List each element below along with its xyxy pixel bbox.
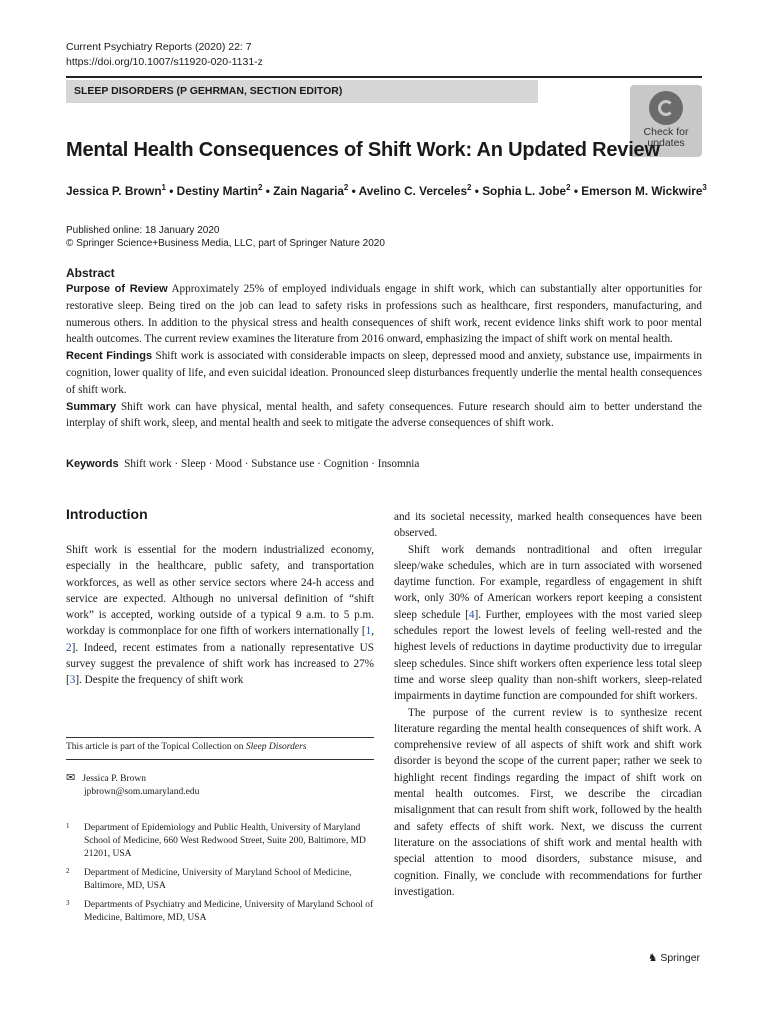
- update-icon: [649, 91, 683, 125]
- author-aff: 2: [467, 183, 472, 192]
- doi-link[interactable]: https://doi.org/10.1007/s11920-020-1131-z: [66, 56, 263, 68]
- corr-email[interactable]: jpbrown@som.umaryland.edu: [84, 787, 200, 797]
- summary-label: Summary: [66, 400, 117, 413]
- abstract: [66, 266, 702, 432]
- corresponding-author: [66, 772, 199, 799]
- publisher-name: Springer: [660, 952, 701, 964]
- author-sep: •: [471, 183, 483, 198]
- topical-collection-note: [66, 742, 307, 752]
- findings-label: Recent Findings: [66, 350, 153, 363]
- author-aff: 2: [343, 183, 349, 192]
- section-band: SLEEP DISORDERS (P GEHRMAN, SECTION EDITOR): [66, 80, 538, 103]
- introduction-heading: Introduction: [66, 506, 148, 522]
- author-sep: •: [570, 183, 582, 198]
- keywords: [66, 458, 419, 470]
- author-name[interactable]: Avelino C. Verceles: [358, 183, 468, 198]
- abstract-heading: Abstract: [66, 266, 115, 280]
- affiliation-text: Departments of Psychiatry and Medicine, University of Maryland School of Medicine, Baltimore, MD, USA: [84, 900, 374, 923]
- left-column: [66, 542, 374, 689]
- badge-label-2: updates: [647, 137, 685, 149]
- affiliation-number: 3: [66, 899, 70, 907]
- abstract-findings: [66, 348, 702, 398]
- abstract-purpose: [66, 281, 702, 348]
- findings-text: Shift work is associated with considerable impacts on sleep, depressed mood and anxiety, substance use, impairments in cognition, lower quality of life, and even suicidal ideation. Pronounced sleep disturbances frequently underlie the mental health consequences of shift work.: [66, 350, 703, 396]
- citation-link[interactable]: 2: [66, 641, 72, 654]
- text-run: ,: [371, 625, 374, 638]
- text-run: ]. Further, employees with the most varied sleep schedules report the lowest levels of feeling well-rested and the highest levels of reductions in daytime productivity due to irregular sleep schedules. Since shift workers often experience less total sleep time and worse sleep quality than non-shift workers, sleep-related impairments in daytime function are compounded for shift workers.: [394, 608, 702, 703]
- copyright: © Springer Science+Business Media, LLC, part of Springer Nature 2020: [66, 238, 385, 249]
- affiliation: [66, 867, 374, 893]
- text-run: ]. Despite the frequency of shift work: [75, 674, 244, 687]
- journal-citation: Current Psychiatry Reports (2020) 22: 7: [66, 41, 252, 53]
- affiliation-text: Department of Medicine, University of Maryland School of Medicine, Baltimore, MD, USA: [84, 868, 352, 891]
- springer-horse-icon: ♞: [648, 952, 658, 964]
- abstract-summary: [66, 399, 702, 433]
- corr-name: Jessica P. Brown: [82, 774, 146, 784]
- intro-paragraph-1-cont: and its societal necessity, marked health consequences have been observed.: [394, 511, 702, 540]
- author-name[interactable]: Destiny Martin: [176, 183, 258, 198]
- author-sep: •: [348, 183, 359, 198]
- author-sep: •: [262, 183, 274, 198]
- keywords-label: Keywords: [66, 458, 119, 470]
- citation-link[interactable]: 3: [69, 674, 76, 687]
- purpose-text: Approximately 25% of employed individuals engage in shift work, which can substantially alter opportunities for restorative sleep. Being tired on the job can lead to safety risks in professions such as healthcare, first responders, manufacturing, and numerous others. In addition to the physical stress and health consequences of shift work, recent evidence links shift work to poor mental health outcomes. The current review examines the literature from 2016 onward, emphasizing the impact of shift work on mental health.: [66, 283, 702, 346]
- summary-text: Shift work can have physical, mental health, and safety consequences. Future research should aim to better understand the interplay of shift work, sleep, and mental health and seek to mitigate the adverse consequences of shift work.: [66, 400, 702, 430]
- intro-paragraph-2: [394, 542, 702, 705]
- keywords-list: Shift work · Sleep · Mood · Substance use · Cognition · Insomnia: [124, 458, 420, 470]
- affiliation: [66, 822, 374, 861]
- published-date: Published online: 18 January 2020: [66, 225, 220, 236]
- author-name[interactable]: Zain Nagaria: [273, 183, 344, 198]
- citation-link[interactable]: 4: [468, 608, 475, 621]
- author-name[interactable]: Jessica P. Brown: [66, 183, 162, 198]
- author-list: [66, 183, 707, 198]
- citation-link[interactable]: 1: [365, 625, 372, 638]
- affiliation-number: 1: [66, 822, 70, 830]
- text-run: Shift work is essential for the modern industrialized economy, especially in the healthcare, public safety, and transportation workforces, as well as other service sectors where 24-h access and service are expected. Although no universal definition of “shift work” is accepted, working outside of a typical 9 a.m. to 5 p.m. workday is commonplace for one fifth of workers internationally [: [66, 544, 374, 638]
- footnote-rule: [66, 737, 374, 738]
- intro-paragraph-3: The purpose of the current review is to synthesize recent literature regarding the mental health consequences of shift work. A comprehensive review of all aspects of shift work and shift work disorder is beyond the scope of the current paper; rather we seek to highlight recent findings regarding the impact of shift work on mental health outcomes. First, we describe the circadian misalignment that can result from shift work, followed by the health and safety effects of shift work. Next, we discuss the current literature on the associations of shift work and mental health with special attention to mood disorders, substance misuse, and cognition. Finally, we conclude with recommendations for further investigation.: [394, 706, 702, 898]
- intro-paragraph-1: [66, 542, 374, 689]
- author-aff: 2: [257, 183, 263, 192]
- author-name[interactable]: Emerson M. Wickwire: [581, 183, 703, 198]
- text-run: Shift work demands nontraditional and often irregular sleep/wake schedules, which are in turn associated with worsened daytime function. For example, regardless of engagement in shift work, only 30% of American workers report keeping a consistent sleep schedule [: [394, 543, 702, 621]
- envelope-icon: ✉: [66, 772, 76, 784]
- publication-info: [66, 224, 385, 250]
- text-run: ]. Indeed, recent estimates from a nationally representative US survey suggest the prevalence of shift work has increased to 27% [: [66, 641, 374, 687]
- text-run: This article is part of the Topical Collection on: [66, 742, 246, 752]
- affiliation-text: Department of Epidemiology and Public Health, University of Maryland School of Medicine, 660 West Redwood Street, Suite 200, Baltimore, MD 21201, USA: [84, 823, 366, 859]
- affiliation: [66, 899, 374, 925]
- author-sep: •: [165, 183, 177, 198]
- article-title: Mental Health Consequences of Shift Work: An Updated Review: [66, 139, 660, 161]
- author-aff: 3: [702, 183, 707, 192]
- footnote-rule-2: [66, 759, 374, 760]
- header-rule: [66, 76, 702, 78]
- author-aff: 2: [566, 183, 571, 192]
- right-column: [394, 509, 702, 900]
- journal-info: [66, 40, 263, 70]
- author-name[interactable]: Sophia L. Jobe: [482, 183, 567, 198]
- purpose-label: Purpose of Review: [66, 283, 168, 295]
- affiliation-number: 2: [66, 867, 70, 875]
- author-aff: 1: [161, 183, 166, 192]
- collection-name: Sleep Disorders: [245, 742, 307, 752]
- publisher-logo: [648, 952, 700, 964]
- badge-label-1: Check for: [643, 126, 689, 138]
